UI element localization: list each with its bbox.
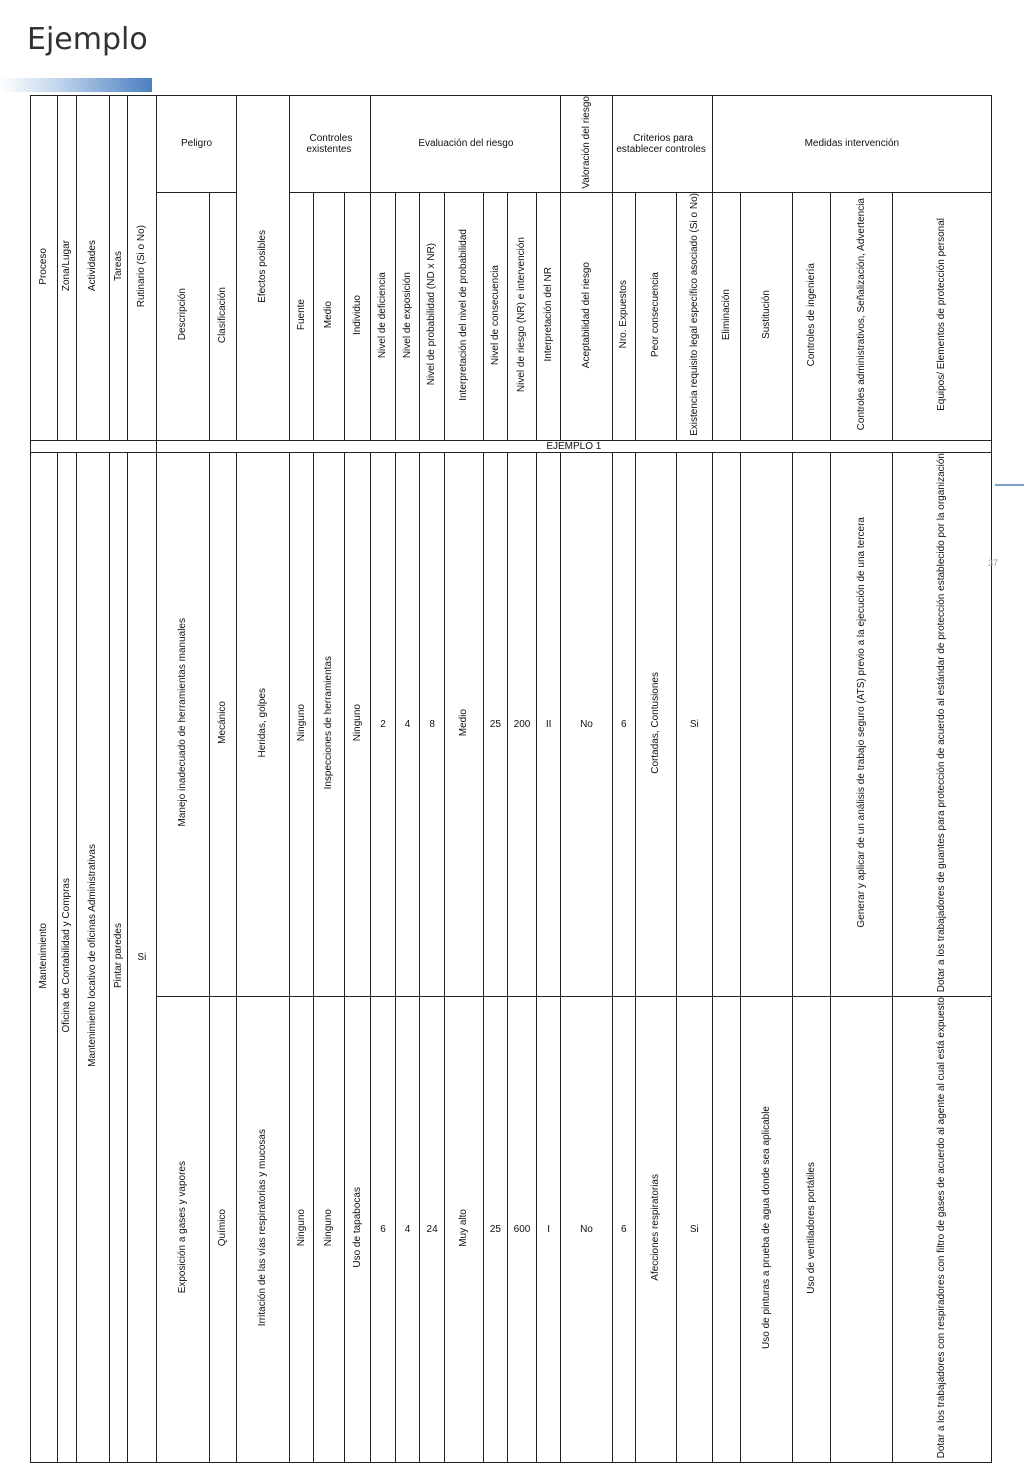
cell-epp: Dotar a los trabajadores de guantes para protección de acuerdo al estándar de protección establecido por la organización: [892, 453, 991, 997]
cell-fuente: Ninguno: [289, 453, 314, 997]
col-interp-nr: Interpretación del NR: [536, 193, 561, 440]
cell-nd: 6: [371, 996, 396, 1462]
group-medidas: Medidas intervención: [712, 96, 991, 193]
col-rutinario: Rutinario (Si o No): [128, 96, 157, 441]
cell-fuente: Ninguno: [289, 996, 314, 1462]
cell-proceso: Mantenimiento: [31, 453, 58, 1463]
cell-individuo: Ninguno: [344, 453, 371, 997]
cell-np: 24: [420, 996, 445, 1462]
cell-np: 8: [420, 453, 445, 997]
cell-peor: Cortadas, Contusiones: [636, 453, 677, 997]
col-np: Nivel de probabilidad (ND x NR): [420, 193, 445, 440]
table-row: [31, 453, 992, 997]
risk-matrix: [30, 95, 992, 1459]
cell-efectos: Irritación de las vías respiratorias y mucosas: [237, 996, 289, 1462]
col-proceso: Proceso: [31, 96, 58, 441]
cell-sustitucion: [741, 453, 793, 997]
col-interp-np: Interpretación del nivel de probabilidad: [444, 193, 483, 440]
group-peligro: Peligro: [156, 96, 237, 193]
header-column-row: [31, 193, 992, 440]
page-number: 37: [987, 558, 998, 568]
cell-interp-np: Medio: [444, 453, 483, 997]
col-actividades: Actividades: [76, 96, 109, 441]
col-aceptabilidad: Aceptabilidad del riesgo: [561, 193, 612, 440]
cell-administrativos: Generar y aplicar de un análisis de trabajo seguro (ATS) previo a la ejecución de una tercera: [831, 453, 892, 997]
cell-expuestos: 6: [612, 453, 636, 997]
col-fuente: Fuente: [289, 193, 314, 440]
cell-ne: 4: [395, 996, 420, 1462]
cell-requisito: Si: [676, 453, 712, 997]
cell-requisito: Si: [676, 996, 712, 1462]
cell-rutinario: Si: [128, 453, 157, 1463]
cell-aceptabilidad: No: [561, 453, 612, 997]
cell-tareas: Pintar paredes: [109, 453, 127, 1463]
table-row: [31, 996, 992, 1462]
cell-ne: 4: [395, 453, 420, 997]
col-efectos: Efectos posibles: [237, 96, 289, 441]
cell-aceptabilidad: No: [561, 996, 612, 1462]
cell-nc: 25: [483, 453, 508, 997]
group-criterios: Criterios para establecer controles: [612, 96, 712, 193]
cell-medio: Ninguno: [314, 996, 345, 1462]
cell-individuo: Uso de tapabocas: [344, 996, 371, 1462]
cell-nd: 2: [371, 453, 396, 997]
slide-title: Ejemplo: [27, 22, 148, 57]
cell-clasificacion: Químico: [209, 996, 237, 1462]
col-nd: Nivel de deficiencia: [371, 193, 396, 440]
col-administrativos: Controles administrativos, Señalización, Advertencia: [831, 193, 892, 440]
cell-sustitucion: Uso de pinturas a prueba de agua donde sea aplicable: [741, 996, 793, 1462]
cell-eliminacion: [712, 996, 741, 1462]
cell-descripcion: Exposición a gases y vapores: [156, 996, 209, 1462]
col-expuestos: Nro. Expuestos: [612, 193, 636, 440]
col-descripcion: Descripción: [156, 193, 209, 440]
risk-matrix-table: [30, 95, 992, 1463]
example-band-label: EJEMPLO 1: [156, 440, 991, 453]
cell-efectos: Heridas, golpes: [237, 453, 289, 997]
cell-epp: Dotar a los trabajadores con respiradores con filtro de gases de acuerdo al agente al cual está expuesto: [892, 996, 991, 1462]
col-ne: Nivel de exposición: [395, 193, 420, 440]
cell-actividades: Mantenimiento locativo de oficinas Administrativas: [76, 453, 109, 1463]
band-spacer: [31, 440, 157, 453]
cell-medio: Inspecciones de herramientas: [314, 453, 345, 997]
col-ingenieria: Controles de ingeniería: [793, 193, 831, 440]
col-epp: Equipos/ Elementos de protección personal: [892, 193, 991, 440]
cell-interp-nr: I: [536, 996, 561, 1462]
cell-nr: 600: [508, 996, 537, 1462]
group-controles: Controles existentes: [289, 96, 371, 193]
right-accent-line: [995, 484, 1024, 486]
cell-administrativos: [831, 996, 892, 1462]
col-nc: Nivel de consecuencia: [483, 193, 508, 440]
cell-nr: 200: [508, 453, 537, 997]
cell-peor: Afecciones respiratorias: [636, 996, 677, 1462]
group-valoracion: Valoración del riesgo: [561, 96, 612, 193]
col-peor: Peor consecuencia: [636, 193, 677, 440]
cell-ingenieria: [793, 453, 831, 997]
group-evaluacion: Evaluación del riesgo: [371, 96, 561, 193]
col-medio: Medio: [314, 193, 345, 440]
cell-ingenieria: Uso de ventiladores portátiles: [793, 996, 831, 1462]
col-nr: Nivel de riesgo (NR) e intervención: [508, 193, 537, 440]
cell-zona: Oficina de Contabilidad y Compras: [57, 453, 76, 1463]
title-accent-bar: [0, 78, 152, 92]
col-tareas: Tareas: [109, 96, 127, 441]
cell-interp-np: Muy alto: [444, 996, 483, 1462]
cell-interp-nr: II: [536, 453, 561, 997]
cell-eliminacion: [712, 453, 741, 997]
example-band-row: [31, 440, 992, 453]
col-individuo: Individuo: [344, 193, 371, 440]
cell-nc: 25: [483, 996, 508, 1462]
col-eliminacion: Eliminación: [712, 193, 741, 440]
col-clasificacion: Clasificación: [209, 193, 237, 440]
cell-clasificacion: Mecánico: [209, 453, 237, 997]
col-sustitucion: Sustitución: [741, 193, 793, 440]
col-zona: Zona/Lugar: [57, 96, 76, 441]
cell-expuestos: 6: [612, 996, 636, 1462]
cell-descripcion: Manejo inadecuado de herramientas manuales: [156, 453, 209, 997]
header-group-row: [31, 96, 992, 193]
col-requisito: Existencia requisito legal específico asociado (Si o No): [676, 193, 712, 440]
